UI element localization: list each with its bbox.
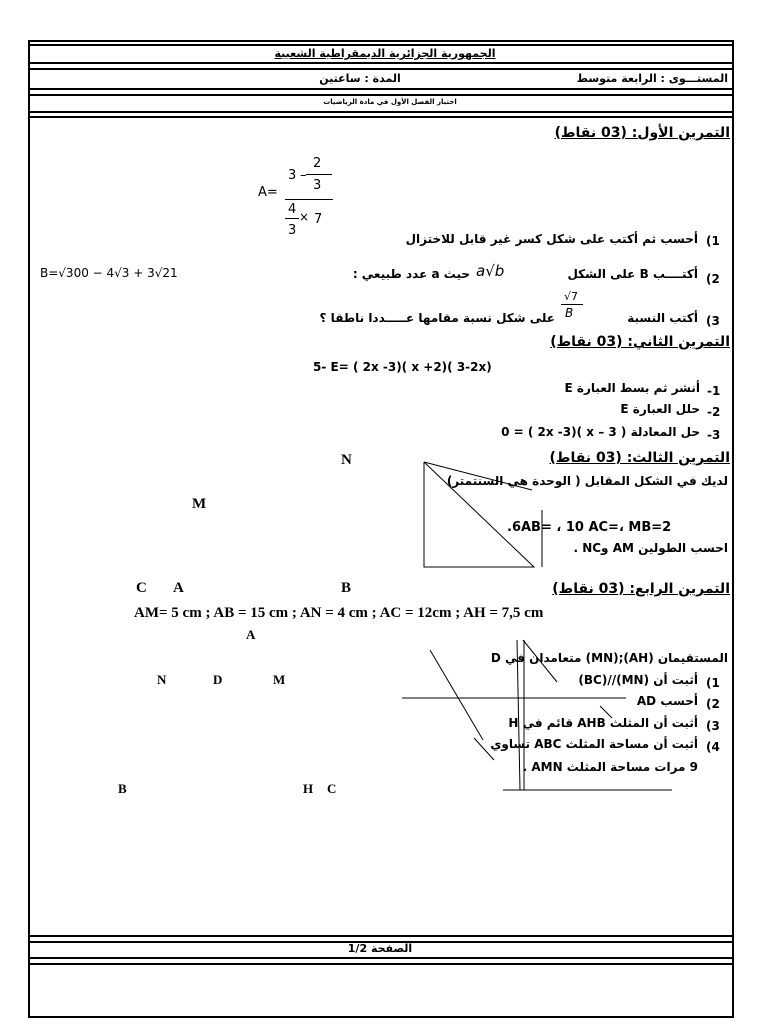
ex4-q2-num: (2 [706, 697, 720, 711]
ex4-line [523, 640, 557, 682]
ex4-line [430, 650, 483, 740]
ex4-intro: المستقيمان (AH);(MN) متعامدان في D [490, 651, 728, 665]
ex4-q4-num: (4 [706, 740, 720, 754]
ex1-q3-num: (3 [706, 314, 720, 328]
frac-times: × [299, 210, 310, 224]
ex4-line [600, 706, 612, 718]
ex4-line [474, 738, 494, 760]
ex4-title: التمرين الرابع: (03 نقاط) [552, 581, 730, 597]
ex3-label-N: N [341, 452, 352, 468]
ex1-title: التمرين الأول: (03 نقاط) [554, 125, 730, 141]
ex4-q1: أثبت أن (MN)//(BC) [578, 673, 698, 687]
frac-bot-c: 3 [288, 223, 297, 238]
ex1-q3-b: على شكل نسبة مقامها عـــــددا ناطقا ؟ [319, 311, 555, 325]
ex3-title: التمرين الثالث: (03 نقاط) [549, 450, 730, 466]
ex1-q2-form: a√b [476, 262, 505, 280]
ex4-label-H: H [303, 781, 314, 796]
ex1-q2-num: (2 [706, 272, 720, 286]
frac-bot-a: 4 [288, 202, 297, 217]
ex4-label-A: A [246, 627, 256, 642]
ex3-label-M: M [192, 496, 207, 512]
ex4-q2: أحسب AD [636, 694, 698, 708]
ex2-q2-num: -2 [707, 405, 721, 419]
ex2-q3-num: -3 [707, 428, 721, 442]
ex3-line2: .6AB= ، 10 AC=، MB=2 [507, 520, 672, 535]
frac-bot-b: 7 [314, 212, 323, 227]
ex1-q2-a: أكتــــب B على الشكل [567, 267, 698, 281]
frac-top-c: 3 [313, 178, 322, 193]
ex3-segment [424, 462, 532, 490]
ex1-q3-a: أكتب النسبة [627, 311, 698, 325]
ex2-q1: أنشر ثم بسط العبارة E [564, 381, 700, 395]
ex4-q1-num: (1 [706, 676, 720, 690]
ex3-triangle [424, 462, 534, 567]
ex4-line [517, 640, 520, 790]
ex1-q2-expr: B=√300 − 4√3 + 3√21 [40, 266, 178, 280]
ex1-q3-ratio-top: √7 [564, 290, 579, 303]
ex4-q3: أثبت أن المثلث AHB قائم في H [508, 716, 698, 730]
ex3-line1: لديك في الشكل المقابل ( الوحدة هي السنتمتر) [446, 474, 728, 488]
ex1-q3-ratio-bot: B [565, 306, 574, 320]
ex3-line3: احسب الطولين AM وNC . [573, 541, 728, 555]
ex2-expr: 5- E= ( 2x -3)( x +2)( 3-2x) [313, 360, 492, 374]
ex4-label-N: N [157, 672, 167, 687]
frac-minus: – [300, 168, 307, 183]
ex2-title: التمرين الثاني: (03 نقاط) [550, 334, 730, 350]
level-label: المستـــوى : الرابعة متوسط [576, 72, 728, 85]
ex4-label-C: C [327, 781, 337, 796]
frac-top-b: 2 [313, 156, 322, 171]
exam-title: اختبار الفصل الأول في مادة الرياضيات [323, 98, 457, 106]
ex2-q2: حلل العبارة E [620, 402, 700, 416]
ex4-q4b: 9 مرات مساحة المثلث AMN . [522, 760, 698, 774]
ex4-label-M: M [273, 672, 286, 687]
ex4-data: AM= 5 cm ; AB = 15 cm ; AN = 4 cm ; AC = 12cm ; AH = 7,5 cm [134, 605, 544, 621]
page-number: الصفحة 1/2 [347, 942, 413, 955]
ex4-label-B: B [118, 781, 127, 796]
ex1-q1: أحسب ثم أكتب على شكل كسر غير قابل للاختزال [405, 232, 698, 246]
ex1-q2-b: حيث a عدد طبيعي : [352, 267, 470, 281]
ex2-q3: حل المعادلة ( x – 3 )(2x -3 ) = 0 [501, 425, 700, 439]
ex4-label-D: D [213, 672, 223, 687]
ex3-label-C: C [136, 580, 147, 596]
republic-title: الجمهورية الجزائرية الديمقراطية الشعبية [274, 47, 496, 60]
ex1-q1-num: (1 [706, 234, 720, 248]
ex3-label-B: B [341, 580, 352, 596]
frac-label: A= [258, 185, 278, 200]
frac-top-a: 3 [288, 168, 297, 183]
ex4-q4: أثبت أن مساحة المثلث ABC تساوي [490, 737, 698, 751]
ex4-q3-num: (3 [706, 719, 720, 733]
duration-label: المدة : ساعتين [319, 72, 401, 85]
ex2-q1-num: -1 [707, 384, 721, 398]
ex3-label-A: A [173, 580, 184, 596]
